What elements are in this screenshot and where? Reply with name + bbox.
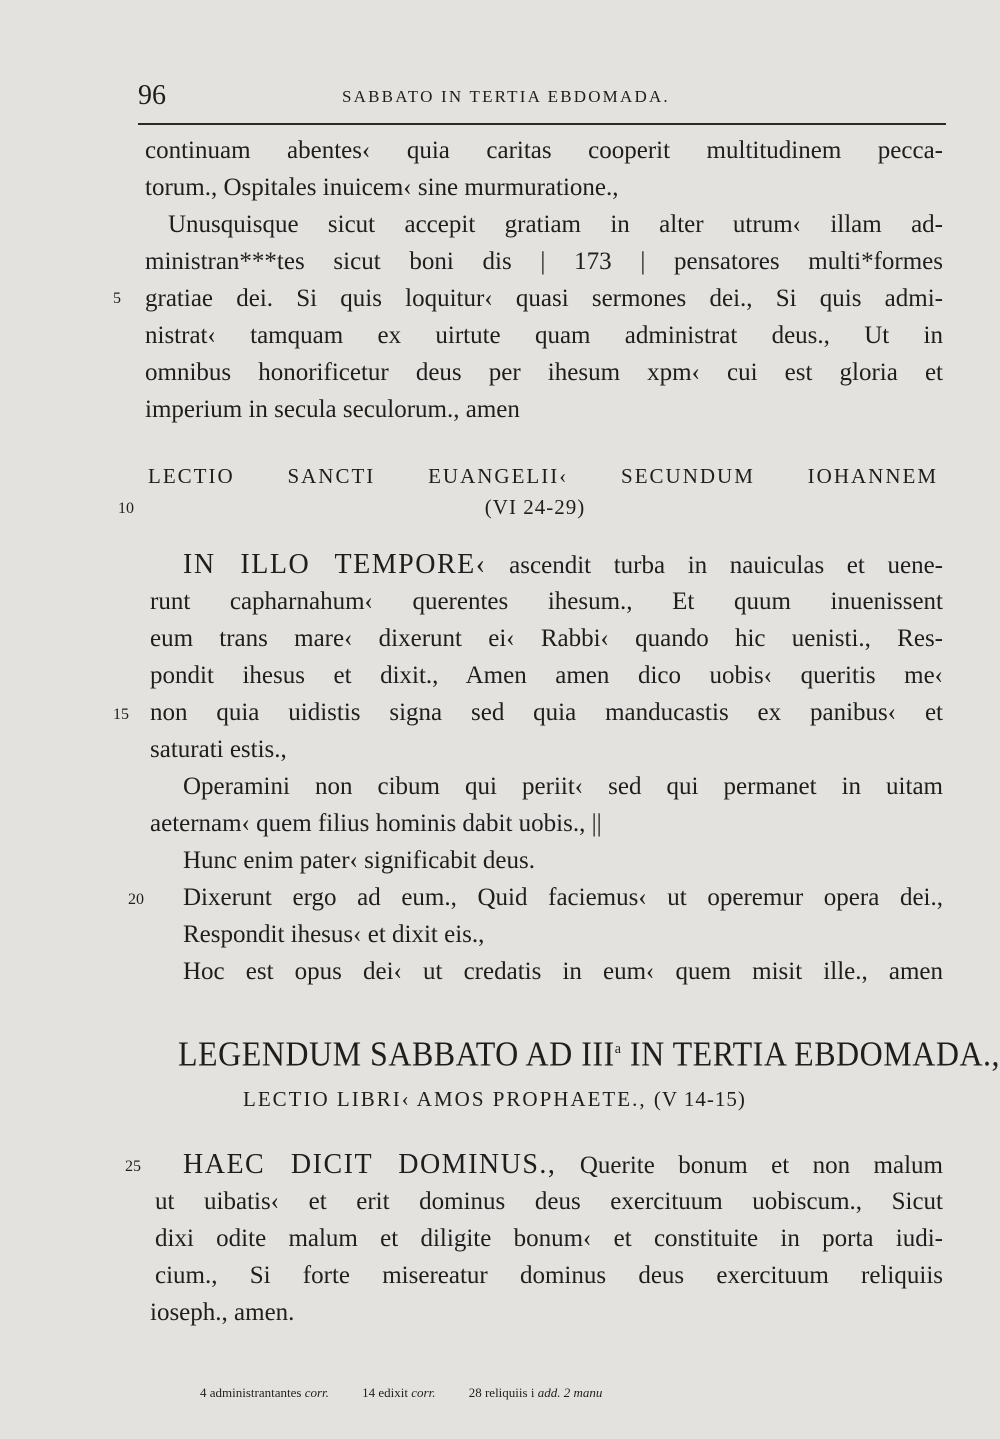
lesson-subheading [243, 1084, 881, 1114]
text-line: Dixerunt ergo ad eum., Quid faciemus‹ ut operemur opera dei., [183, 884, 943, 911]
text-line: omnibus honorificetur deus per ihesum xpm‹ cui est gloria et [145, 359, 943, 386]
text-line: ioseph., amen. [150, 1299, 295, 1326]
footnote [200, 1385, 329, 1400]
footnote-text: 4 administrantantes [200, 1385, 305, 1400]
footnote-note: corr. [411, 1385, 436, 1400]
footnote [362, 1385, 435, 1400]
header-rule [138, 123, 946, 125]
text-line [183, 550, 943, 581]
line-number: 20 [128, 891, 144, 908]
text-line: non quia uidistis signa sed quia manducastis ex panibus‹ et [150, 699, 943, 726]
text-line: saturati estis., [150, 736, 287, 763]
text-line: dixi odite malum et diligite bonum‹ et constituite in porta iudi- [155, 1225, 943, 1252]
gospel-heading: LECTIO SANCTI EUANGELII‹ SECUNDUM IOHANNEM [148, 464, 938, 488]
footnote-text: 14 edixit [362, 1385, 412, 1400]
lesson-line-text: Querite bonum et non malum [579, 1152, 943, 1179]
lesson-heading-rest: IN TERTIA EBDOMADA., [621, 1034, 1000, 1074]
text-line: imperium in secula seculorum., amen [145, 396, 520, 423]
footnote-note: add. 2 manu [537, 1385, 603, 1400]
line-number: 25 [125, 1158, 141, 1175]
text-line: runt capharnahum‹ querentes ihesum., Et quum inuenissent [150, 588, 943, 615]
footnote [469, 1385, 603, 1400]
text-line [183, 1150, 943, 1181]
text-line: Hoc est opus dei‹ ut credatis in eum‹ quem misit ille., amen [183, 958, 943, 985]
text-line: Unusquisque sicut accepit gratiam in alter utrum‹ illam ad- [168, 211, 943, 238]
running-title: SABBATO IN TERTIA EBDOMADA. [342, 87, 670, 106]
lesson-subheading-text: LECTIO LIBRI‹ AMOS PROPHAETE., [243, 1087, 647, 1111]
footnote-note: corr. [304, 1385, 329, 1400]
lesson-heading [178, 1028, 1000, 1075]
text-line: Hunc enim pater‹ significabit deus. [183, 847, 535, 874]
text-line: aeternam‹ quem filius hominis dabit uobis., || [150, 810, 602, 837]
gospel-reference: (VI 24-29) [484, 495, 586, 519]
lesson-heading-sup: a [614, 1041, 622, 1058]
text-line: pondit ihesus et dixit., Amen amen dico uobis‹ queritis me‹ [150, 662, 943, 689]
text-line: cium., Si forte misereatur dominus deus exercituum reliquiis [155, 1262, 943, 1289]
text-line: gratiae dei. Si quis loquitur‹ quasi sermones dei., Si quis admi- [145, 285, 943, 312]
line-number: 5 [113, 290, 121, 307]
text-line: nistrat‹ tamquam ex uirtute quam administrat deus., Ut in [145, 322, 943, 349]
text-line: ministran***tes sicut boni dis | 173 | pensatores multi*formes [145, 248, 943, 275]
text-line: eum trans mare‹ dixerunt ei‹ Rabbi‹ quando hic uenisti., Res- [150, 625, 943, 652]
text-line: Operamini non cibum qui periit‹ sed qui permanet in uitam [183, 773, 943, 800]
footnote-text: 28 reliquiis i [468, 1385, 538, 1400]
page-number: 96 [138, 80, 166, 111]
text-line: Respondit ihesus‹ et dixit eis., [183, 921, 485, 948]
text-line: continuam abentes‹ quia caritas cooperit multitudinem pecca- [145, 137, 943, 164]
lesson-heading-text: LEGENDUM SABBATO AD III [178, 1034, 615, 1074]
gospel-incipit: IN ILLO TEMPORE‹ [183, 549, 487, 580]
lesson-reference: (V 14-15) [653, 1087, 746, 1111]
footnotes [200, 1385, 760, 1401]
line-number: 15 [113, 706, 129, 723]
text-line: ut uibatis‹ et erit dominus deus exercituum uobiscum., Sicut [155, 1188, 943, 1215]
text-line: torum., Ospitales inuicem‹ sine murmuratione., [145, 174, 619, 201]
lesson-incipit: HAEC DICIT DOMINUS., [183, 1149, 557, 1180]
gospel-line-text: ascendit turba in nauiculas et uene- [509, 552, 943, 579]
line-number: 10 [118, 500, 134, 517]
